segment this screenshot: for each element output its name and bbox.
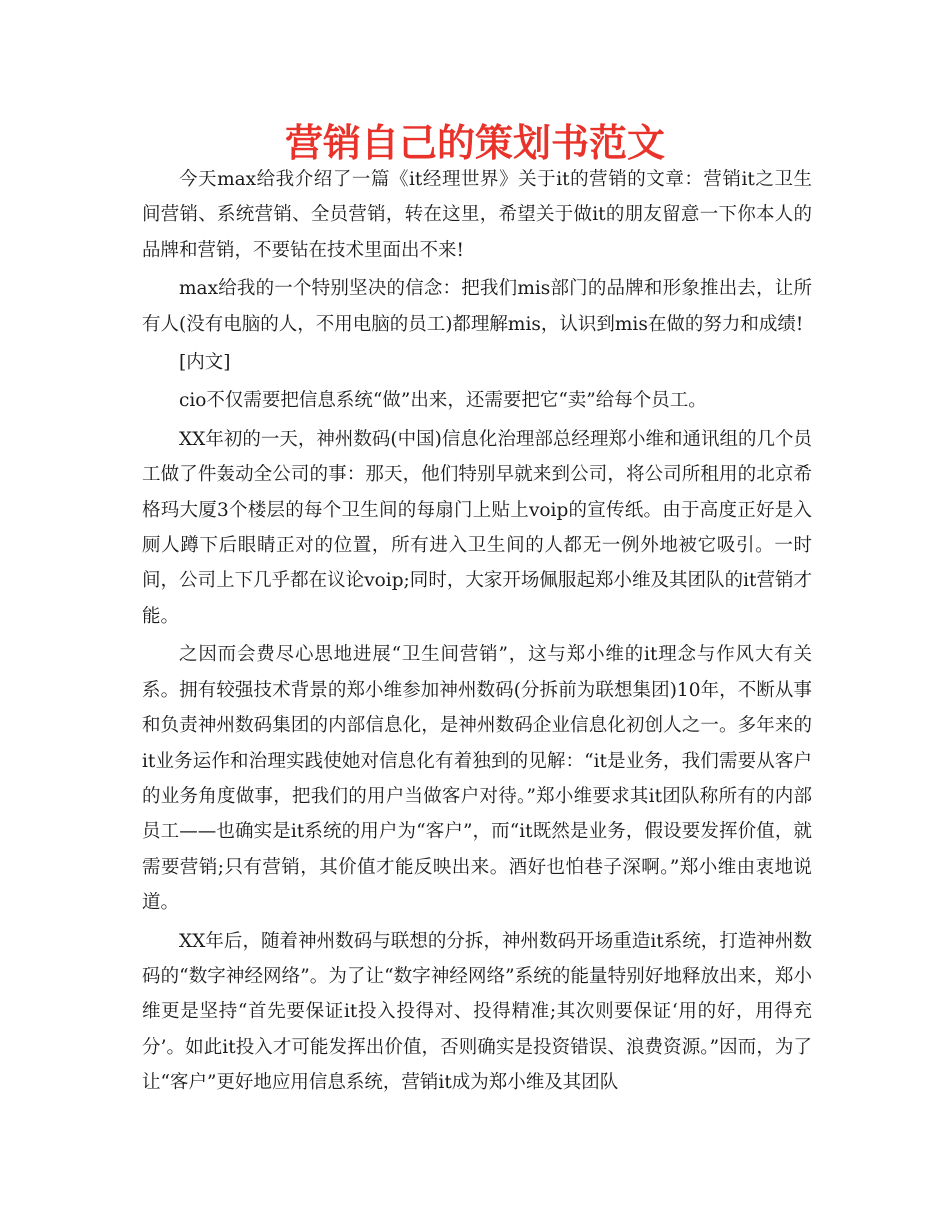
paragraph-it-philosophy: 之因而会费尽心思地进展“卫生间营销”，这与郑小维的it理念与作风大有关系。拥有较强技术背景的郑小维参加神州数码(分拆前为联想集团)10年，不断从事和负责神州数码集团的内部信息化，是神州数码企业信息化初创人之一。多年来的it业务运作和治理实践使她对信息化有着独到的见解：“it是业务，我们需要从客户的业务角度做事，把我们的用户当做客户对待。”郑小维要求其it团队称所有的内部员工——也确实是it系统的用户为“客户”，而“it既然是业务，假设要发挥价值，就需要营销;只有营销，其价值才能反映出来。酒好也怕巷子深啊。”郑小维由衷地说道。: [142, 644, 812, 914]
paragraph-digital-nervous-system: XX年后，随着神州数码与联想的分拆，神州数码开场重造it系统，打造神州数码的“数字神经网络”。为了让“数字神经网络”系统的能量特别好地释放出来，郑小维更是坚持“首先要保证it投入投得对、投得精准;其次则要保证‘用的好，用得充分’。如此it投入才可能发挥出价值，否则确实是投资错误、浪费资源。”因而，为了让“客户”更好地应用信息系统，营销it成为郑小维及其团队: [142, 930, 812, 1094]
paragraph-restroom-campaign: XX年初的一天，神州数码(中国)信息化治理部总经理郑小维和通讯组的几个员工做了件轰动全公司的事：那天，他们特别早就来到公司，将公司所租用的北京希格玛大厦3个楼层的每个卫生间的每扇门上贴上voip的宣传纸。由于高度正好是入厕人蹲下后眼睛正对的位置，所有进入卫生间的人都无一例外地被它吸引。一时间，公司上下几乎都在议论voip;同时，大家开场佩服起郑小维及其团队的it营销才能。: [142, 428, 812, 627]
document-body: [142, 162, 812, 1104]
document-title: 营销自己的策划书范文: [284, 121, 665, 165]
paragraph-belief: max给我的一个特别坚决的信念：把我们mis部门的品牌和形象推出去，让所有人(没有电脑的人，不用电脑的员工)都理解mis，认识到mis在做的努力和成绩!: [142, 278, 812, 335]
paragraph-section-marker: [内文]: [179, 352, 231, 374]
paragraph-intro: 今天max给我介绍了一篇《it经理世界》关于it的营销的文章：营销it之卫生间营销、系统营销、全员营销，转在这里，希望关于做it的朋友留意一下你本人的品牌和营销，不要钻在技术里面出不来!: [142, 169, 812, 261]
paragraph-cio: cio不仅需要把信息系统“做”出来，还需要把它“卖”给每个员工。: [179, 390, 707, 412]
